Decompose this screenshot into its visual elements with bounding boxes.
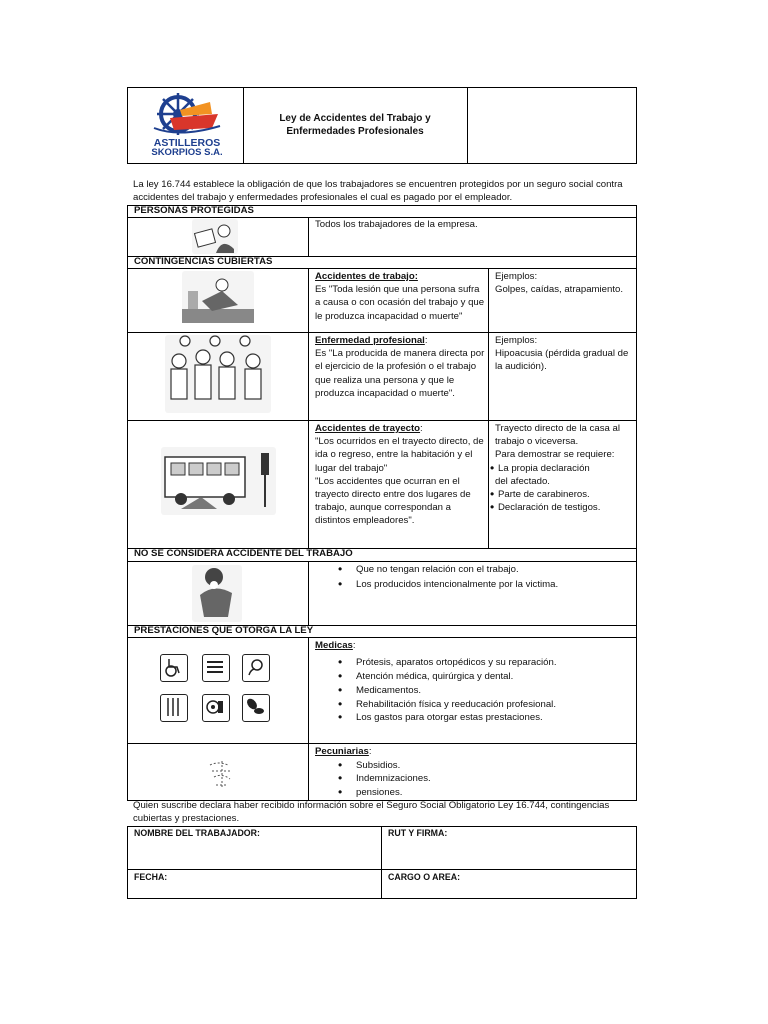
medicas-title-colon: : — [352, 640, 356, 651]
pecuniarias-title-line — [315, 745, 633, 758]
section-heading-no-considera: NO SE CONSIDERA ACCIDENTE DEL TRABAJO — [134, 548, 353, 559]
syringe-icon — [202, 654, 230, 682]
position-area-label: CARGO O AREA: — [388, 872, 461, 882]
list-item: • Declaración de testigos. — [487, 501, 633, 514]
trayecto-title-colon: : — [420, 423, 423, 434]
requirements-list — [487, 462, 633, 475]
col-divider — [308, 217, 309, 256]
wheelchair-icon — [160, 654, 188, 682]
examples-text: Golpes, caídas, atrapamiento. — [495, 284, 623, 296]
list-item: • Medicamentos. — [335, 684, 633, 697]
logo-line1: ASTILLEROS — [153, 137, 221, 149]
dental-tools-icon — [160, 694, 188, 722]
enfermedad-definition: Es "La producida de manera directa por el ejercicio de la profesión o el trabajo que realiza una persona y que le produzca incapacidad o muerte". — [315, 348, 485, 399]
examples-label: Ejemplos: — [495, 335, 538, 346]
medicas-list — [335, 656, 633, 724]
position-area-field[interactable] — [382, 870, 636, 898]
worker-reading-illustration — [192, 219, 238, 254]
medicas-title-line — [315, 639, 633, 652]
accidentes-trabajo-cell — [315, 270, 485, 323]
list-item: • Atención médica, quirúrgica y dental. — [335, 670, 633, 683]
row-divider — [127, 561, 637, 562]
ship-wheel-icon — [140, 92, 234, 140]
date-field[interactable] — [128, 870, 380, 898]
list-item: • La propia declaración — [487, 462, 633, 475]
trayecto-title: Accidentes de trayecto — [315, 423, 421, 434]
trayecto-requirements — [495, 422, 633, 514]
accidentes-trabajo-definition: Es "Toda lesión que una persona sufra a causa o con ocasión del trabajo y que le produzca incapacidad o muerte" — [315, 284, 485, 322]
accidentes-trabajo-examples — [495, 270, 633, 296]
list-item: • Indemnizaciones. — [335, 772, 633, 785]
trayecto-title-line — [315, 422, 485, 435]
section-heading-prestaciones: PRESTACIONES QUE OTORGA LA LEY — [134, 625, 314, 636]
header-divider — [243, 87, 244, 164]
list-item-continuation: del afectado. — [495, 475, 550, 487]
enfermedad-examples — [495, 334, 633, 374]
medicas-cell — [315, 639, 633, 725]
list-item: • Parte de carabineros. — [487, 488, 633, 501]
list-item: • Subsidios. — [335, 759, 633, 772]
pecuniarias-cell — [315, 745, 633, 799]
document-title: Ley de Accidentes del Trabajo y Enfermedades Profesionales — [279, 113, 431, 137]
col-divider — [308, 561, 309, 625]
personas-text: Todos los trabajadores de la empresa. — [315, 219, 478, 230]
section-heading-personas: PERSONAS PROTEGIDAS — [134, 205, 254, 216]
medicas-title: Medicas — [315, 640, 353, 651]
header-divider — [467, 87, 468, 164]
money-sketch-illustration — [204, 757, 240, 793]
pecuniarias-title-colon: : — [368, 746, 372, 757]
date-label: FECHA: — [134, 872, 168, 882]
logo-line2: SKORPIOS S.A. — [151, 147, 223, 158]
examples-text: Hipoacusia (pérdida gradual de la audición). — [495, 348, 629, 373]
hearing-aid-icon — [202, 694, 230, 722]
list-item: • Los gastos para otorgar estas prestaciones. — [335, 711, 633, 724]
list-item: • Que no tengan relación con el trabajo. — [335, 563, 625, 576]
pecuniarias-title: Pecuniarias — [315, 746, 369, 757]
fallen-worker-illustration — [182, 271, 254, 323]
enfermedad-title-colon: : — [424, 335, 428, 346]
company-logo — [140, 92, 234, 160]
enfermedad-title-line — [315, 334, 485, 347]
declaration-text: Quien suscribe declara haber recibido información sobre el Seguro Social Obligatorio Ley 16.744, contingencias cubiertas y prestaciones. — [133, 800, 610, 825]
row-divider — [127, 743, 637, 744]
intro-text: La ley 16.744 establece la obligación de que los trabajadores se encuentren protegidos por un seguro social contra accidentes del trabajo y enfermedades profesionales el cual es pagado por el empleador. — [133, 179, 623, 204]
trayecto-definition-1: "Los ocurridos en el trayecto directo, de ida o regreso, entre la habitación y el lugar del trabajo" — [315, 436, 484, 474]
trayecto-right-text: Trayecto directo de la casa al trabajo o viceversa. — [495, 423, 620, 448]
row-divider — [127, 637, 637, 638]
requirements-list — [487, 488, 633, 514]
row-divider — [127, 332, 637, 333]
sick-workers-illustration — [165, 335, 271, 413]
row-divider — [127, 420, 637, 421]
worker-name-field[interactable] — [128, 827, 380, 869]
row-divider — [127, 268, 637, 269]
list-item: • pensiones. — [335, 786, 633, 799]
pills-icon — [242, 694, 270, 722]
bus-accident-illustration — [161, 447, 276, 515]
list-item: • Los producidos intencionalmente por la victima. — [335, 578, 625, 591]
enfermedad-cell — [315, 334, 485, 400]
list-item: • Prótesis, aparatos ortopédicos y su reparación. — [335, 656, 633, 669]
no-considera-list — [335, 563, 625, 591]
accidentes-trabajo-title: Accidentes de trabajo: — [315, 271, 418, 282]
trayecto-definition-2: "Los accidentes que ocurran en el trayecto directo entre dos lugares de trabajo, aunque correspondan a distintos empleadores". — [315, 475, 471, 527]
col-divider — [308, 268, 309, 548]
examples-label: Ejemplos: — [495, 271, 538, 282]
worker-falling-illustration — [192, 565, 242, 622]
trayecto-requirement-label: Para demostrar se requiere: — [495, 449, 615, 461]
rut-signature-field[interactable] — [382, 827, 636, 869]
col-divider — [308, 637, 309, 801]
stethoscope-icon — [242, 654, 270, 682]
trayecto-cell — [315, 422, 485, 528]
worker-name-label: NOMBRE DEL TRABAJADOR: — [134, 828, 260, 838]
pecuniarias-list — [335, 759, 633, 799]
enfermedad-title: Enfermedad profesional — [315, 335, 425, 346]
section-heading-contingencias: CONTINGENCIAS CUBIERTAS — [134, 256, 273, 267]
rut-signature-label: RUT Y FIRMA: — [388, 828, 448, 838]
list-item: • Rehabilitación física y reeducación profesional. — [335, 698, 633, 711]
